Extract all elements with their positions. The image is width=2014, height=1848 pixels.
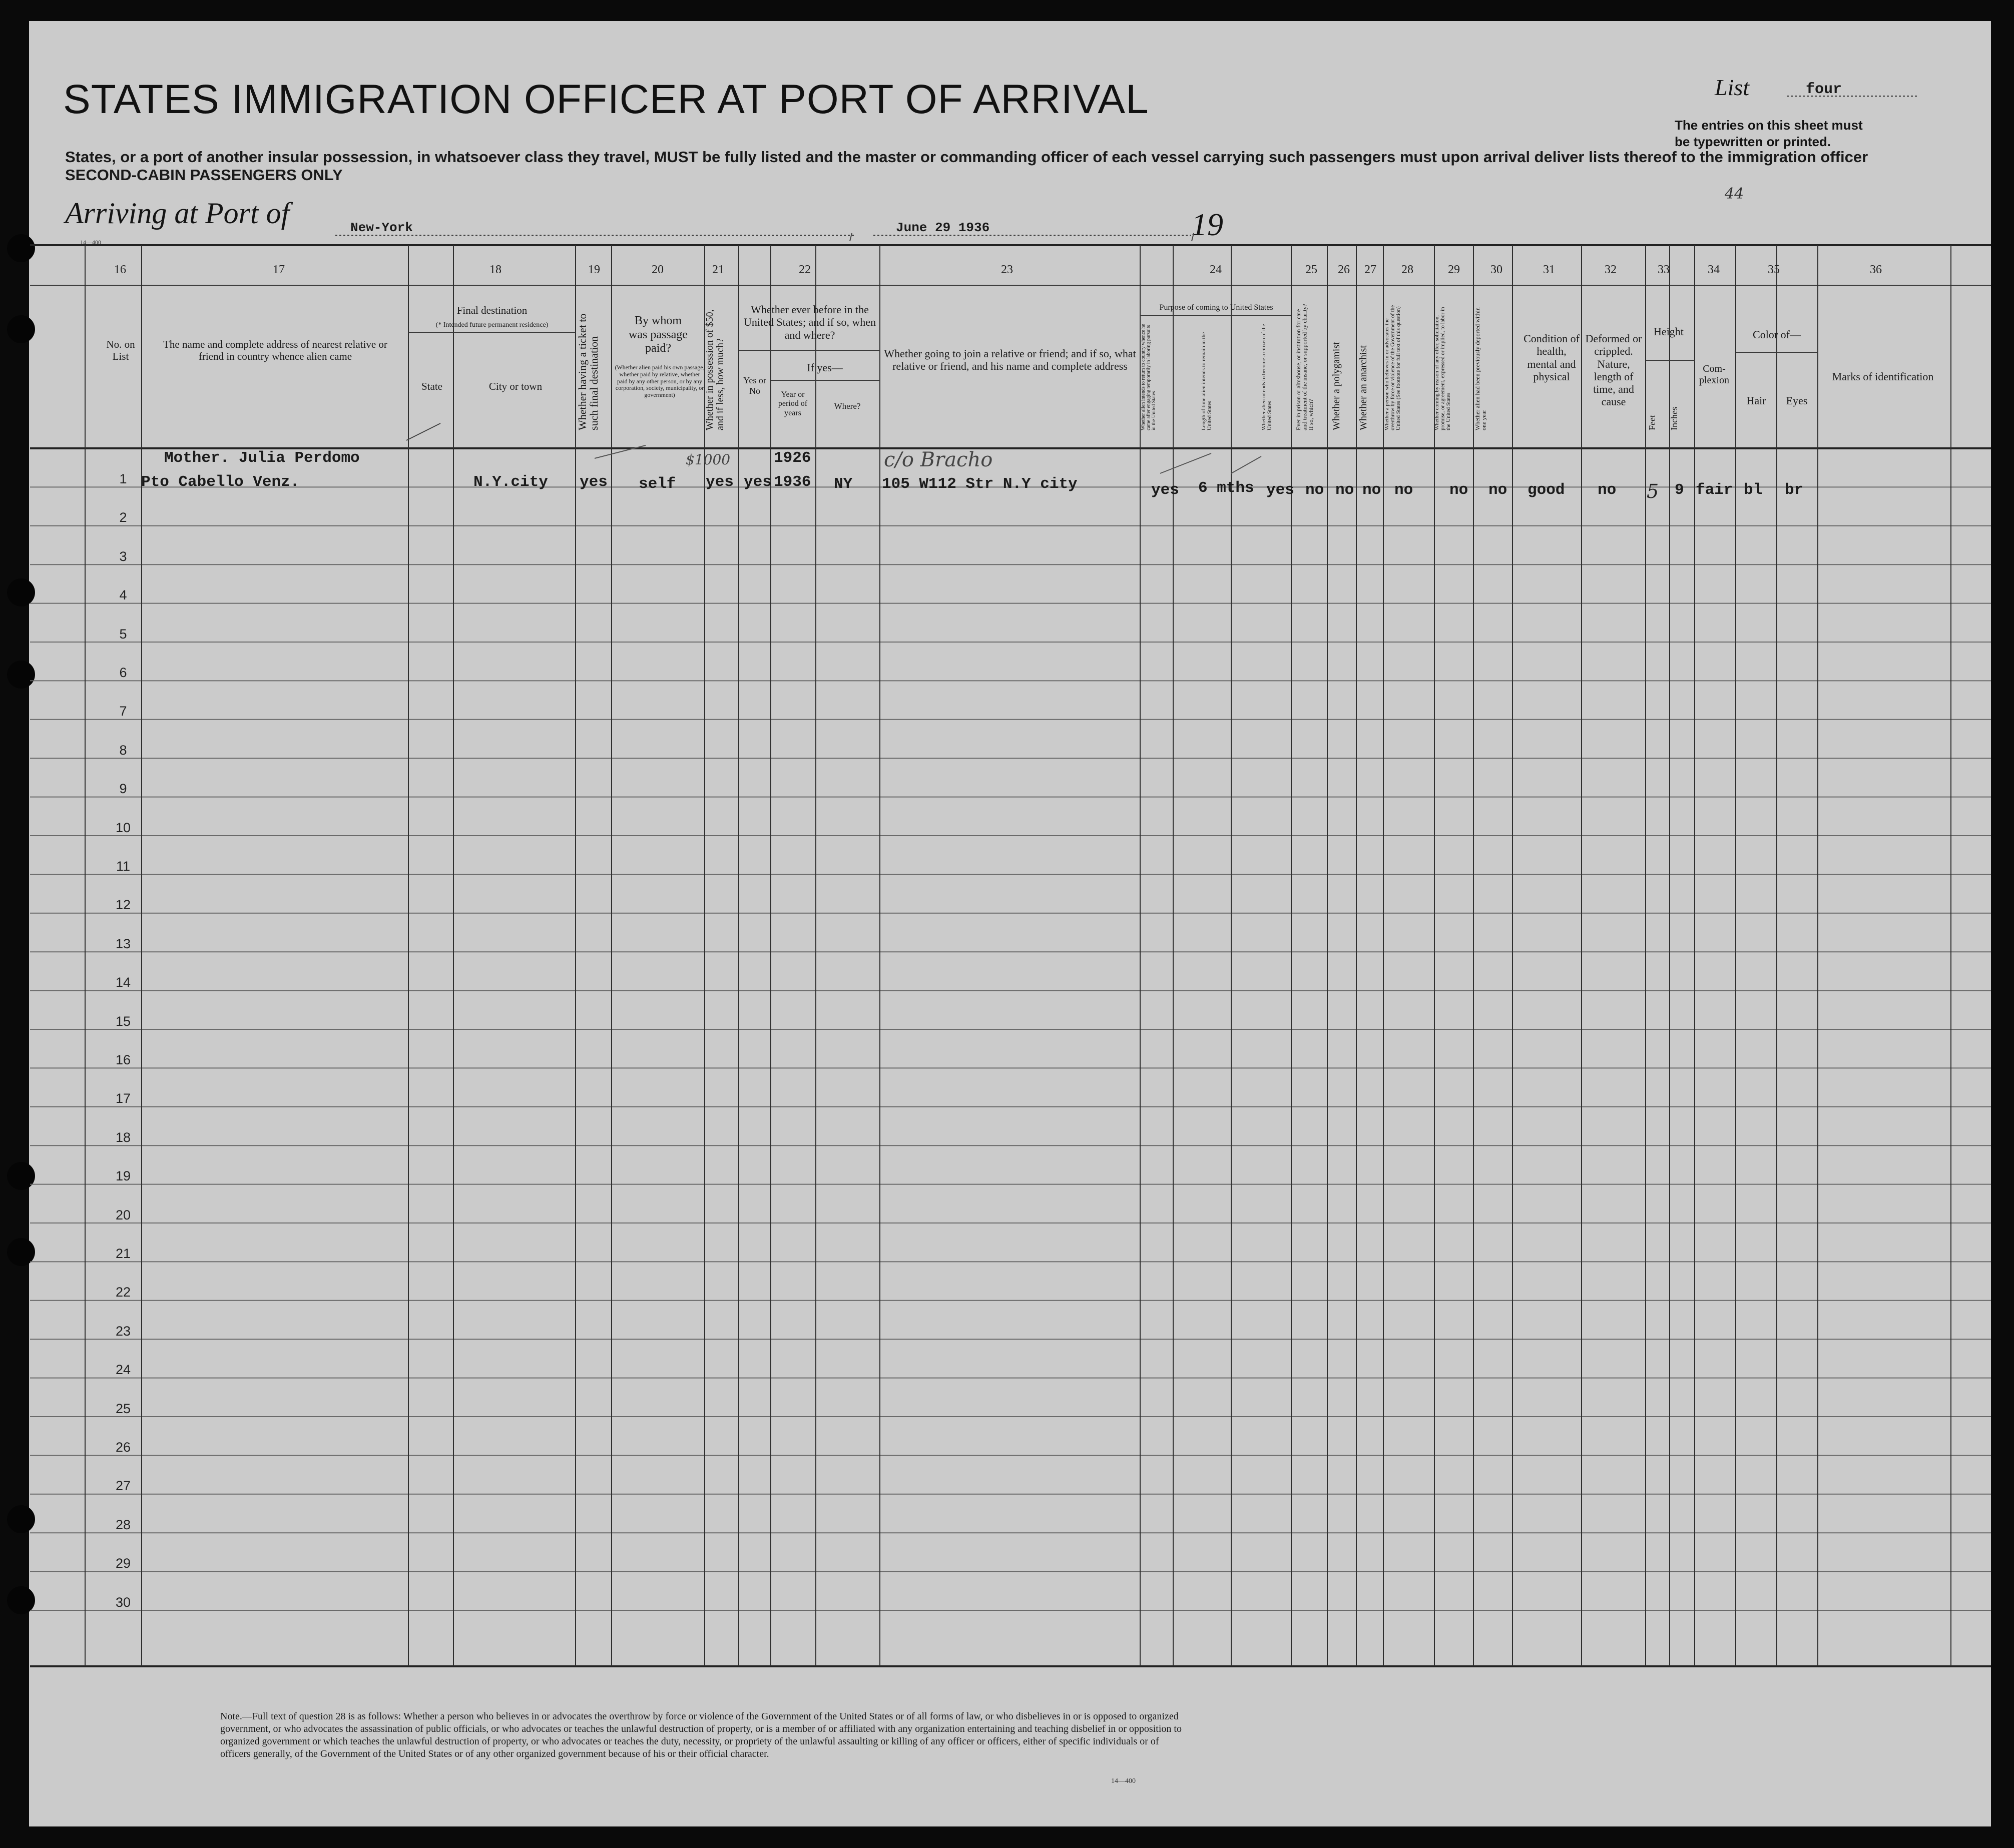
arriving-label: Arriving at Port of: [65, 197, 290, 230]
page-title: STATES IMMIGRATION OFFICER AT PORT OF ARRIVAL: [63, 77, 1149, 122]
row-number: 1: [119, 471, 127, 486]
header-health: Condition of health, mental and physical: [1524, 332, 1580, 383]
col-number: 30: [1490, 263, 1502, 276]
row-number: 7: [119, 704, 127, 719]
row-number: 18: [115, 1129, 131, 1145]
complexion-value: fair: [1696, 481, 1733, 499]
col-number: 21: [712, 263, 724, 276]
citizen-value: yes: [1266, 481, 1294, 499]
header-citizen: Whether alien intends to become a citizen of the United States: [1261, 324, 1273, 430]
header-ticket: Whether having a ticket to such final destination: [576, 313, 601, 430]
row-number: 19: [115, 1168, 131, 1184]
header-city: City or town: [488, 380, 543, 392]
row-number: 5: [119, 626, 127, 642]
col-number: 32: [1605, 263, 1617, 276]
row-number: 29: [115, 1556, 131, 1571]
row-number: 17: [115, 1091, 131, 1106]
header-passage-paid: By whom was passage paid?: [629, 314, 688, 355]
length-stay-value: 6 mths: [1198, 479, 1254, 497]
header-money: Whether in possession of $50, and if less, how much?: [704, 309, 726, 430]
row-number: 22: [115, 1285, 131, 1300]
col-number: 36: [1870, 263, 1882, 276]
col-number: 27: [1364, 263, 1376, 276]
typing-note: The entries on this sheet must: [1675, 118, 1863, 133]
col-number: 35: [1768, 263, 1780, 276]
row-number: 27: [115, 1478, 131, 1494]
header-complexion: Com-plexion: [1699, 363, 1729, 386]
header-purpose: Purpose of coming to United States: [1159, 303, 1273, 312]
height-inches-value: 9: [1675, 481, 1684, 499]
port-value: New-York: [350, 220, 413, 235]
col-number: 17: [273, 263, 285, 276]
header-final-destination-note: (* Intended future permanent residence): [435, 321, 549, 329]
col-number: 29: [1448, 263, 1460, 276]
header-marks: Marks of identification: [1832, 370, 1934, 383]
row-number: 20: [115, 1207, 131, 1222]
join-handwritten: c/o Bracho: [884, 448, 993, 471]
header-eyes: Eyes: [1786, 394, 1808, 407]
health-value: good: [1528, 481, 1565, 499]
footnote: Note.—Full text of question 28 is as follows: Whether a person who believes in or advocates the overthrow by force or violence of the Government of the United States or of all forms of law, or who disbelieves in or is opposed to organized government, or who advocates the assassination of public officials, or who advocates or teaches the unlawful destruction of property, or is a member of or affiliated with any organization entertaining and teaching disbelief in or opposition to organized government or which teaches the unlawful destruction of property, or who advocates or teaches the duty, necessity, or propriety of the unlawful assaulting or killing of any officer or officers, either of specific individuals or of officers generally, of the Government of the United States or of any other organized government because of his or their official character.: [220, 1711, 1182, 1759]
passage-paid-value: self: [639, 475, 676, 493]
row-number: 13: [115, 936, 131, 951]
header-polygamist: Whether a polygamist: [1331, 342, 1342, 430]
row-number: 8: [119, 742, 127, 758]
list-label: List: [1715, 75, 1750, 100]
header-overthrow: Whether a person who believes in or advocates the overthrow by force or violence of the Government of the United States (See footnote for full text of this question): [1384, 305, 1402, 430]
join-address-value: 105 W112 Str N.Y city: [882, 475, 1078, 493]
col-number: 23: [1001, 263, 1013, 276]
row-number: 25: [115, 1401, 131, 1416]
header-state: State: [421, 380, 442, 392]
list-value: four: [1806, 81, 1842, 98]
col-number: 25: [1305, 263, 1317, 276]
col-number: 16: [114, 263, 126, 276]
header-prison: Ever in prison or almshouse, or institution for care and treatment of the insane, or supported by charity? If so, which?: [1295, 304, 1315, 430]
header-year: Year or period of years: [778, 390, 808, 417]
header-color-of: Color of—: [1753, 328, 1801, 341]
prison-value: no: [1305, 481, 1324, 499]
date-value: June 29 1936: [896, 220, 990, 235]
anarchist-value: no: [1362, 481, 1381, 499]
col-number: 26: [1338, 263, 1350, 276]
header-inches: Inches: [1669, 407, 1679, 430]
header-final-destination: Final destination: [456, 304, 528, 316]
relative-address: Pto Cabello Venz.: [141, 473, 300, 491]
header-passage-paid-note: (Whether alien paid his own passage, whether paid by relative, whether paid by any other person, or by any corporation, society, municipality, or government): [615, 364, 705, 399]
row-number: 11: [116, 859, 131, 874]
header-before-in-us: Whether ever before in the United States; and if so, when and where?: [744, 303, 876, 341]
form-number: 14—400: [80, 239, 101, 246]
row-number: 3: [119, 548, 127, 564]
hair-value: bl: [1744, 481, 1763, 499]
col-number: 24: [1210, 263, 1222, 276]
row-number: 15: [115, 1013, 131, 1029]
purpose-return-value: yes: [1151, 481, 1179, 499]
row-number: 10: [115, 820, 131, 835]
row-number: 14: [115, 975, 131, 990]
relative-name: Mother. Julia Perdomo: [164, 449, 360, 467]
col-number: 33: [1658, 263, 1670, 276]
margin-mark: 44: [1725, 185, 1744, 203]
typing-note: be typewritten or printed.: [1675, 134, 1831, 149]
height-feet-value: 5: [1647, 480, 1659, 502]
header-length-stay: Length of time alien intends to remain in the United States: [1201, 332, 1213, 430]
col-number: 22: [799, 263, 811, 276]
year-prefix: 19: [1191, 207, 1223, 242]
ticket-value: yes: [580, 473, 608, 491]
row-number: 16: [115, 1052, 131, 1067]
row-number: 21: [115, 1246, 131, 1261]
header-feet: Feet: [1647, 415, 1657, 430]
destination-city: N.Y.city: [473, 473, 548, 491]
instructions-line: States, or a port of another insular possession, in whatsoever class they travel, MUST be fully listed and the master or commanding officer of each vessel carrying such passengers must upon arrival deliver lists thereof to the immigration officer: [65, 148, 1868, 166]
header-where: Where?: [834, 401, 861, 411]
row-number: 12: [115, 897, 131, 913]
row-number: 2: [119, 510, 127, 525]
row-number: 9: [119, 781, 127, 797]
overthrow-value: no: [1394, 481, 1413, 499]
deformed-value: no: [1598, 481, 1617, 499]
offer-value: no: [1449, 481, 1468, 499]
header-purpose-return: Whether alien intends to return to country whence he came after engaging temporarily in laboring pursuits in the United States: [1141, 324, 1157, 430]
row-number: 30: [115, 1594, 131, 1610]
col-number: 19: [588, 263, 600, 276]
header-anarchist: Whether an anarchist: [1358, 345, 1369, 430]
header-height: Height: [1654, 325, 1684, 338]
header-yes-or-no: Yes or No: [743, 375, 766, 396]
year-top-value: 1926: [774, 449, 811, 467]
before-in-us-value: yes: [744, 473, 772, 491]
col-number: 28: [1401, 263, 1413, 276]
col-number: 34: [1708, 263, 1720, 276]
instructions-class: SECOND-CABIN PASSENGERS ONLY: [65, 166, 343, 184]
grid-line: [595, 445, 646, 458]
header-deformed: Deformed or crippled. Nature, length of time, and cause: [1585, 332, 1642, 408]
money-handwritten: $1000: [686, 451, 731, 468]
header-nearest-relative: The name and complete address of nearest relative or friend in country whence alien came: [163, 338, 387, 363]
year-bottom-value: 1936: [774, 473, 811, 491]
col-number: 20: [652, 263, 664, 276]
eyes-value: br: [1785, 481, 1804, 499]
where-value: NY: [834, 475, 853, 493]
row-number: 24: [115, 1362, 131, 1378]
col-number: 18: [489, 263, 501, 276]
col-number: 31: [1543, 263, 1555, 276]
grid-line: [1160, 453, 1211, 473]
grid-line: [406, 423, 440, 440]
header-if-yes: If yes—: [807, 361, 843, 374]
header-deported: Whether alien had been previously deported within one year: [1474, 307, 1487, 430]
grid-line: [1231, 456, 1261, 473]
polygamist-value: no: [1335, 481, 1354, 499]
row-number: 6: [119, 665, 127, 680]
deported-value: no: [1488, 481, 1507, 499]
row-number: 28: [115, 1517, 131, 1532]
header-join-relative: Whether going to join a relative or friend; and if so, what relative or friend, and his name and complete address: [884, 347, 1136, 373]
header-offer: Whether coming by reason of any offer, solicitation, promise, or agreement, expressed or implied, to labor in the United States: [1434, 307, 1452, 430]
row-number: 26: [115, 1440, 131, 1455]
header-no-on-list: No. on List: [106, 338, 135, 363]
row-number: 23: [115, 1323, 131, 1339]
money-value: yes: [706, 473, 734, 491]
row-number: 4: [119, 587, 127, 603]
header-hair: Hair: [1746, 394, 1766, 407]
footer-form-number: 14—400: [1111, 1777, 1136, 1785]
